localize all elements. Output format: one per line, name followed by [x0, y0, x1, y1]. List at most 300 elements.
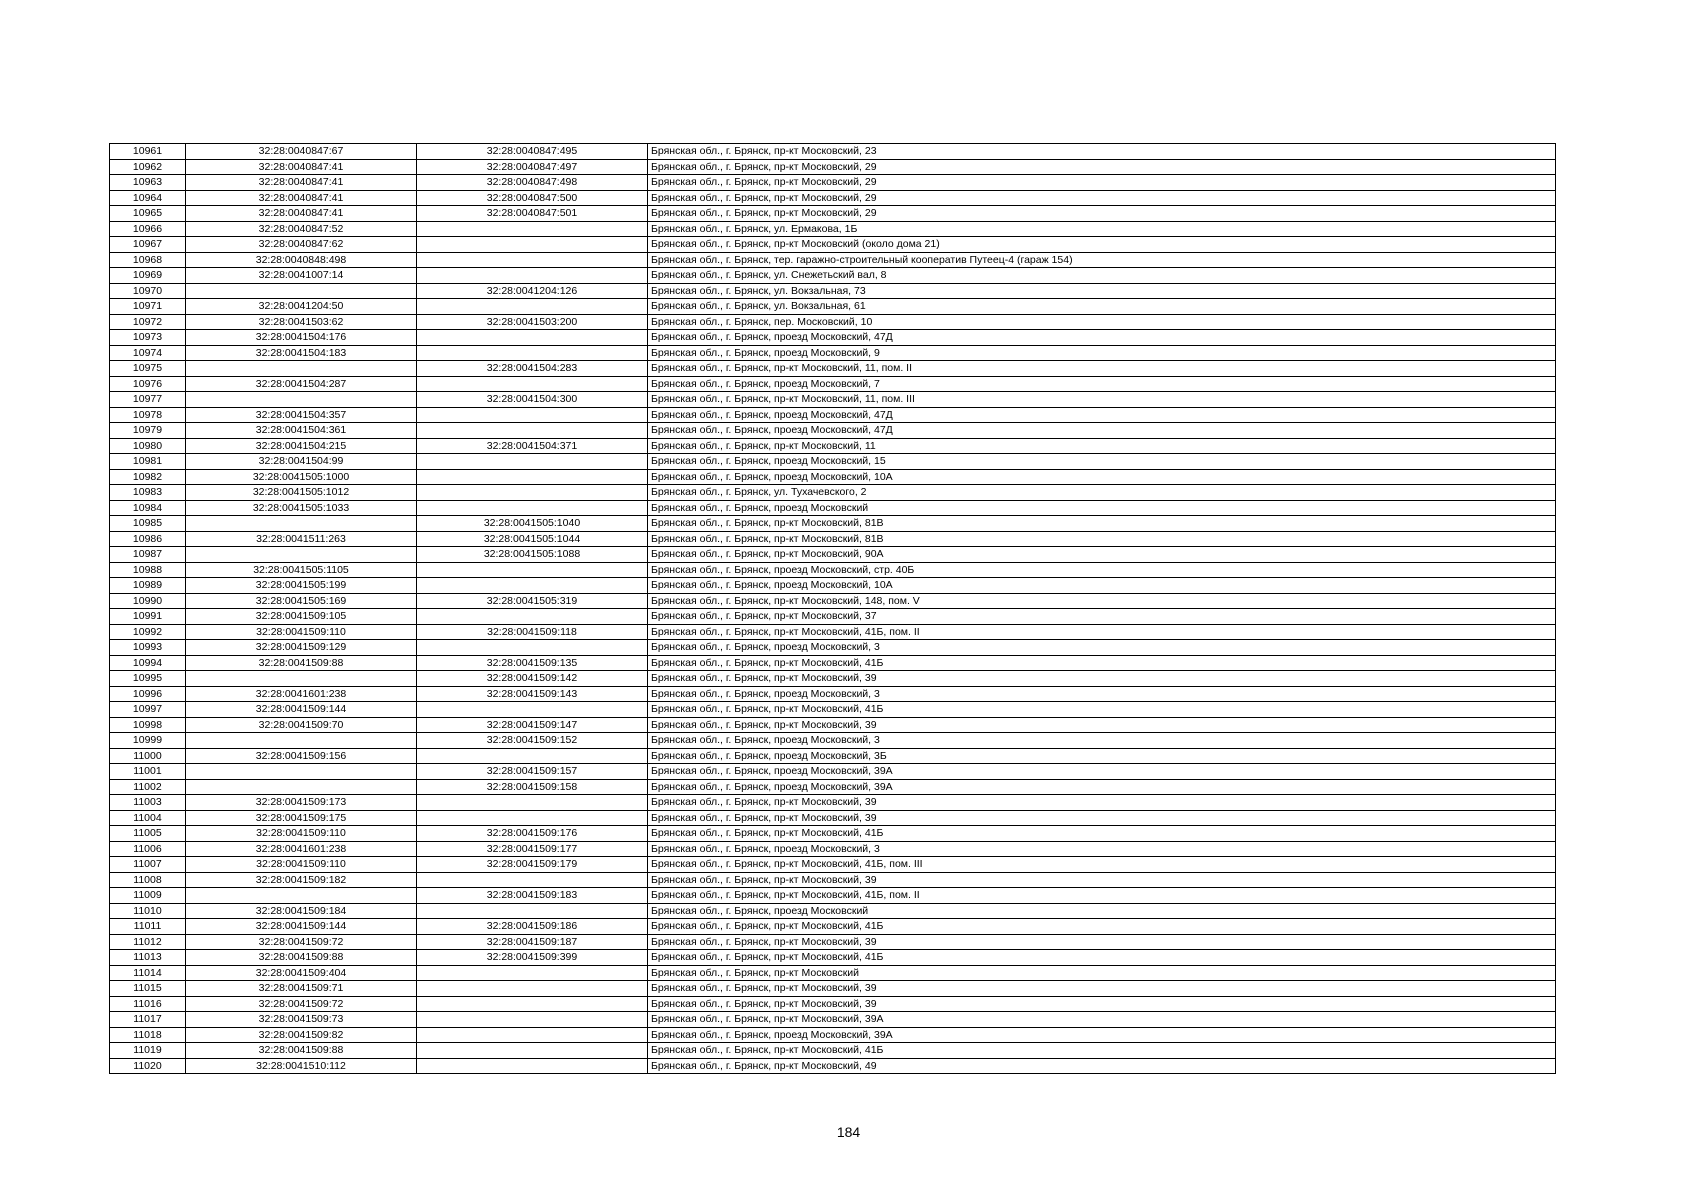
- address-cell: Брянская обл., г. Брянск, ул. Ермакова, 1Б: [648, 221, 1556, 237]
- parent-cadastral-number-cell: 32:28:0041601:238: [186, 686, 417, 702]
- cadastral-number-cell: 32:28:0041509:177: [417, 841, 648, 857]
- row-number-cell: 11000: [110, 748, 186, 764]
- address-cell: Брянская обл., г. Брянск, проезд Московский, 47Д: [648, 407, 1556, 423]
- row-number-cell: 11014: [110, 965, 186, 981]
- table-row: [110, 686, 1556, 702]
- address-cell: Брянская обл., г. Брянск, проезд Московский, 9: [648, 345, 1556, 361]
- parent-cadastral-number-cell: 32:28:0041509:110: [186, 624, 417, 640]
- cadastral-number-cell: 32:28:0041505:1044: [417, 531, 648, 547]
- parent-cadastral-number-cell: 32:28:0041509:71: [186, 981, 417, 997]
- address-cell: Брянская обл., г. Брянск, тер. гаражно-строительный кооператив Путеец-4 (гараж 154): [648, 252, 1556, 268]
- address-cell: Брянская обл., г. Брянск, пр-кт Московский: [648, 965, 1556, 981]
- row-number-cell: 11010: [110, 903, 186, 919]
- table-row: [110, 485, 1556, 501]
- table-row: [110, 841, 1556, 857]
- parent-cadastral-number-cell: 32:28:0040847:67: [186, 144, 417, 160]
- address-cell: Брянская обл., г. Брянск, проезд Московский, 10А: [648, 469, 1556, 485]
- cadastral-number-cell: [417, 640, 648, 656]
- cadastral-number-cell: [417, 810, 648, 826]
- address-cell: Брянская обл., г. Брянск, пр-кт Московский, 29: [648, 175, 1556, 191]
- row-number-cell: 11012: [110, 934, 186, 950]
- table-row: [110, 516, 1556, 532]
- address-cell: Брянская обл., г. Брянск, проезд Московский, стр. 40Б: [648, 562, 1556, 578]
- cadastral-number-cell: 32:28:0041509:183: [417, 888, 648, 904]
- parent-cadastral-number-cell: 32:28:0041509:70: [186, 717, 417, 733]
- address-cell: Брянская обл., г. Брянск, проезд Московский, 47Д: [648, 423, 1556, 439]
- parent-cadastral-number-cell: 32:28:0040847:41: [186, 159, 417, 175]
- row-number-cell: 10967: [110, 237, 186, 253]
- address-cell: Брянская обл., г. Брянск, ул. Вокзальная, 61: [648, 299, 1556, 315]
- cadastral-number-cell: 32:28:0041509:158: [417, 779, 648, 795]
- parent-cadastral-number-cell: 32:28:0040847:52: [186, 221, 417, 237]
- table-row: [110, 1058, 1556, 1074]
- row-number-cell: 11015: [110, 981, 186, 997]
- table-row: [110, 268, 1556, 284]
- row-number-cell: 11020: [110, 1058, 186, 1074]
- parent-cadastral-number-cell: 32:28:0041509:88: [186, 1043, 417, 1059]
- table-row: [110, 640, 1556, 656]
- cadastral-number-cell: 32:28:0041503:200: [417, 314, 648, 330]
- address-cell: Брянская обл., г. Брянск, проезд Московский, 39А: [648, 779, 1556, 795]
- parent-cadastral-number-cell: 32:28:0041204:50: [186, 299, 417, 315]
- table-row: [110, 500, 1556, 516]
- table-row: [110, 655, 1556, 671]
- address-cell: Брянская обл., г. Брянск, проезд Московский, 3: [648, 733, 1556, 749]
- cadastral-number-cell: [417, 578, 648, 594]
- parent-cadastral-number-cell: 32:28:0041509:175: [186, 810, 417, 826]
- row-number-cell: 10965: [110, 206, 186, 222]
- address-cell: Брянская обл., г. Брянск, пр-кт Московский, 39: [648, 872, 1556, 888]
- parent-cadastral-number-cell: 32:28:0040847:41: [186, 206, 417, 222]
- address-cell: Брянская обл., г. Брянск, пр-кт Московский, 41Б: [648, 702, 1556, 718]
- table-row: [110, 159, 1556, 175]
- address-cell: Брянская обл., г. Брянск, пр-кт Московский, 39: [648, 996, 1556, 1012]
- address-cell: Брянская обл., г. Брянск, проезд Московский, 3: [648, 686, 1556, 702]
- cadastral-number-cell: [417, 407, 648, 423]
- table-row: [110, 221, 1556, 237]
- row-number-cell: 11018: [110, 1027, 186, 1043]
- registry-table-body: [110, 144, 1556, 1074]
- parent-cadastral-number-cell: 32:28:0040847:62: [186, 237, 417, 253]
- row-number-cell: 10964: [110, 190, 186, 206]
- table-row: [110, 826, 1556, 842]
- address-cell: Брянская обл., г. Брянск, проезд Московский: [648, 500, 1556, 516]
- table-row: [110, 376, 1556, 392]
- cadastral-number-cell: [417, 965, 648, 981]
- row-number-cell: 10976: [110, 376, 186, 392]
- parent-cadastral-number-cell: 32:28:0041509:82: [186, 1027, 417, 1043]
- row-number-cell: 10971: [110, 299, 186, 315]
- address-cell: Брянская обл., г. Брянск, пр-кт Московский, 41Б, пом. III: [648, 857, 1556, 873]
- address-cell: Брянская обл., г. Брянск, пр-кт Московский, 148, пом. V: [648, 593, 1556, 609]
- row-number-cell: 10993: [110, 640, 186, 656]
- row-number-cell: 10978: [110, 407, 186, 423]
- address-cell: Брянская обл., г. Брянск, пр-кт Московский, 39: [648, 795, 1556, 811]
- table-row: [110, 144, 1556, 160]
- row-number-cell: 11017: [110, 1012, 186, 1028]
- table-row: [110, 609, 1556, 625]
- row-number-cell: 10966: [110, 221, 186, 237]
- parent-cadastral-number-cell: [186, 283, 417, 299]
- parent-cadastral-number-cell: [186, 888, 417, 904]
- address-cell: Брянская обл., г. Брянск, пр-кт Московский, 29: [648, 206, 1556, 222]
- parent-cadastral-number-cell: 32:28:0041509:105: [186, 609, 417, 625]
- cadastral-number-cell: 32:28:0041509:152: [417, 733, 648, 749]
- table-row: [110, 624, 1556, 640]
- address-cell: Брянская обл., г. Брянск, пр-кт Московский, 39А: [648, 1012, 1556, 1028]
- address-cell: Брянская обл., г. Брянск, проезд Московский, 7: [648, 376, 1556, 392]
- parent-cadastral-number-cell: 32:28:0041504:99: [186, 454, 417, 470]
- row-number-cell: 10979: [110, 423, 186, 439]
- table-row: [110, 996, 1556, 1012]
- table-row: [110, 857, 1556, 873]
- parent-cadastral-number-cell: 32:28:0041504:176: [186, 330, 417, 346]
- cadastral-number-cell: 32:28:0040847:501: [417, 206, 648, 222]
- address-cell: Брянская обл., г. Брянск, пр-кт Московский, 39: [648, 934, 1556, 950]
- cadastral-number-cell: [417, 795, 648, 811]
- parent-cadastral-number-cell: [186, 547, 417, 563]
- parent-cadastral-number-cell: 32:28:0041505:169: [186, 593, 417, 609]
- table-row: [110, 299, 1556, 315]
- row-number-cell: 10999: [110, 733, 186, 749]
- cadastral-number-cell: 32:28:0041509:135: [417, 655, 648, 671]
- cadastral-number-cell: [417, 221, 648, 237]
- parent-cadastral-number-cell: 32:28:0041504:215: [186, 438, 417, 454]
- row-number-cell: 10984: [110, 500, 186, 516]
- parent-cadastral-number-cell: 32:28:0041509:156: [186, 748, 417, 764]
- table-row: [110, 903, 1556, 919]
- address-cell: Брянская обл., г. Брянск, пр-кт Московский, 49: [648, 1058, 1556, 1074]
- cadastral-number-cell: 32:28:0041509:118: [417, 624, 648, 640]
- cadastral-number-cell: [417, 1043, 648, 1059]
- row-number-cell: 10998: [110, 717, 186, 733]
- table-row: [110, 345, 1556, 361]
- parent-cadastral-number-cell: [186, 392, 417, 408]
- cadastral-number-cell: 32:28:0041509:186: [417, 919, 648, 935]
- cadastral-number-cell: [417, 609, 648, 625]
- row-number-cell: 11013: [110, 950, 186, 966]
- address-cell: Брянская обл., г. Брянск, проезд Московский: [648, 903, 1556, 919]
- table-row: [110, 469, 1556, 485]
- row-number-cell: 10995: [110, 671, 186, 687]
- table-row: [110, 779, 1556, 795]
- address-cell: Брянская обл., г. Брянск, проезд Московский, 10А: [648, 578, 1556, 594]
- table-row: [110, 764, 1556, 780]
- table-row: [110, 810, 1556, 826]
- parent-cadastral-number-cell: 32:28:0041505:1000: [186, 469, 417, 485]
- table-row: [110, 671, 1556, 687]
- cadastral-number-cell: 32:28:0041509:187: [417, 934, 648, 950]
- cadastral-number-cell: 32:28:0041509:142: [417, 671, 648, 687]
- row-number-cell: 10981: [110, 454, 186, 470]
- parent-cadastral-number-cell: 32:28:0041505:1012: [186, 485, 417, 501]
- cadastral-number-cell: [417, 376, 648, 392]
- row-number-cell: 10982: [110, 469, 186, 485]
- cadastral-number-cell: [417, 423, 648, 439]
- page-number: 184: [836, 1124, 861, 1140]
- row-number-cell: 10997: [110, 702, 186, 718]
- table-row: [110, 438, 1556, 454]
- cadastral-number-cell: [417, 996, 648, 1012]
- address-cell: Брянская обл., г. Брянск, пр-кт Московский, 11: [648, 438, 1556, 454]
- parent-cadastral-number-cell: 32:28:0041509:173: [186, 795, 417, 811]
- cadastral-number-cell: 32:28:0040847:495: [417, 144, 648, 160]
- cadastral-number-cell: [417, 702, 648, 718]
- table-row: [110, 392, 1556, 408]
- table-row: [110, 175, 1556, 191]
- table-row: [110, 795, 1556, 811]
- address-cell: Брянская обл., г. Брянск, пр-кт Московский (около дома 21): [648, 237, 1556, 253]
- cadastral-number-cell: 32:28:0041509:143: [417, 686, 648, 702]
- row-number-cell: 10989: [110, 578, 186, 594]
- row-number-cell: 10994: [110, 655, 186, 671]
- cadastral-number-cell: [417, 485, 648, 501]
- parent-cadastral-number-cell: 32:28:0041505:1105: [186, 562, 417, 578]
- address-cell: Брянская обл., г. Брянск, пр-кт Московский, 37: [648, 609, 1556, 625]
- address-cell: Брянская обл., г. Брянск, проезд Московский, 3Б: [648, 748, 1556, 764]
- address-cell: Брянская обл., г. Брянск, пер. Московский, 10: [648, 314, 1556, 330]
- cadastral-number-cell: 32:28:0041505:319: [417, 593, 648, 609]
- parent-cadastral-number-cell: 32:28:0041509:404: [186, 965, 417, 981]
- address-cell: Брянская обл., г. Брянск, проезд Московский, 3: [648, 640, 1556, 656]
- parent-cadastral-number-cell: 32:28:0041505:199: [186, 578, 417, 594]
- cadastral-number-cell: 32:28:0040847:498: [417, 175, 648, 191]
- cadastral-number-cell: 32:28:0041504:300: [417, 392, 648, 408]
- table-row: [110, 190, 1556, 206]
- table-row: [110, 423, 1556, 439]
- address-cell: Брянская обл., г. Брянск, пр-кт Московский, 39: [648, 981, 1556, 997]
- parent-cadastral-number-cell: 32:28:0040847:41: [186, 175, 417, 191]
- address-cell: Брянская обл., г. Брянск, пр-кт Московский, 81В: [648, 516, 1556, 532]
- table-row: [110, 407, 1556, 423]
- table-row: [110, 283, 1556, 299]
- parent-cadastral-number-cell: 32:28:0041007:14: [186, 268, 417, 284]
- cadastral-number-cell: [417, 268, 648, 284]
- row-number-cell: 10985: [110, 516, 186, 532]
- table-row: [110, 206, 1556, 222]
- address-cell: Брянская обл., г. Брянск, пр-кт Московский, 41Б, пом. II: [648, 624, 1556, 640]
- address-cell: Брянская обл., г. Брянск, ул. Вокзальная, 73: [648, 283, 1556, 299]
- table-row: [110, 934, 1556, 950]
- table-row: [110, 593, 1556, 609]
- cadastral-number-cell: [417, 500, 648, 516]
- parent-cadastral-number-cell: [186, 779, 417, 795]
- parent-cadastral-number-cell: 32:28:0041504:361: [186, 423, 417, 439]
- address-cell: Брянская обл., г. Брянск, проезд Московский, 47Д: [648, 330, 1556, 346]
- parent-cadastral-number-cell: 32:28:0041504:357: [186, 407, 417, 423]
- table-row: [110, 950, 1556, 966]
- cadastral-number-cell: [417, 252, 648, 268]
- cadastral-number-cell: 32:28:0041509:176: [417, 826, 648, 842]
- table-row: [110, 330, 1556, 346]
- address-cell: Брянская обл., г. Брянск, ул. Тухачевского, 2: [648, 485, 1556, 501]
- address-cell: Брянская обл., г. Брянск, пр-кт Московский, 41Б: [648, 826, 1556, 842]
- parent-cadastral-number-cell: [186, 764, 417, 780]
- row-number-cell: 10962: [110, 159, 186, 175]
- cadastral-number-cell: 32:28:0041504:283: [417, 361, 648, 377]
- row-number-cell: 11006: [110, 841, 186, 857]
- cadastral-number-cell: 32:28:0041509:157: [417, 764, 648, 780]
- parent-cadastral-number-cell: 32:28:0041509:129: [186, 640, 417, 656]
- address-cell: Брянская обл., г. Брянск, проезд Московский, 39А: [648, 764, 1556, 780]
- parent-cadastral-number-cell: 32:28:0041509:184: [186, 903, 417, 919]
- address-cell: Брянская обл., г. Брянск, ул. Снежетьский вал, 8: [648, 268, 1556, 284]
- table-row: [110, 748, 1556, 764]
- address-cell: Брянская обл., г. Брянск, пр-кт Московский, 41Б: [648, 950, 1556, 966]
- cadastral-number-cell: [417, 345, 648, 361]
- cadastral-number-cell: 32:28:0041509:179: [417, 857, 648, 873]
- parent-cadastral-number-cell: 32:28:0041504:183: [186, 345, 417, 361]
- table-row: [110, 888, 1556, 904]
- cadastral-number-cell: 32:28:0040847:500: [417, 190, 648, 206]
- table-row: [110, 547, 1556, 563]
- row-number-cell: 10969: [110, 268, 186, 284]
- address-cell: Брянская обл., г. Брянск, пр-кт Московский, 29: [648, 190, 1556, 206]
- row-number-cell: 10963: [110, 175, 186, 191]
- address-cell: Брянская обл., г. Брянск, пр-кт Московский, 81В: [648, 531, 1556, 547]
- row-number-cell: 10990: [110, 593, 186, 609]
- parent-cadastral-number-cell: [186, 516, 417, 532]
- cadastral-number-cell: [417, 330, 648, 346]
- table-row: [110, 314, 1556, 330]
- table-row: [110, 872, 1556, 888]
- parent-cadastral-number-cell: 32:28:0041509:88: [186, 950, 417, 966]
- row-number-cell: 10973: [110, 330, 186, 346]
- row-number-cell: 10970: [110, 283, 186, 299]
- cadastral-registry-table: [109, 143, 1556, 1074]
- row-number-cell: 10972: [110, 314, 186, 330]
- row-number-cell: 11009: [110, 888, 186, 904]
- row-number-cell: 11011: [110, 919, 186, 935]
- table-row: [110, 1027, 1556, 1043]
- parent-cadastral-number-cell: 32:28:0041511:263: [186, 531, 417, 547]
- parent-cadastral-number-cell: 32:28:0041509:144: [186, 919, 417, 935]
- parent-cadastral-number-cell: 32:28:0041509:72: [186, 934, 417, 950]
- cadastral-number-cell: 32:28:0041505:1088: [417, 547, 648, 563]
- cadastral-number-cell: [417, 872, 648, 888]
- cadastral-number-cell: [417, 562, 648, 578]
- parent-cadastral-number-cell: 32:28:0041509:88: [186, 655, 417, 671]
- cadastral-number-cell: 32:28:0040847:497: [417, 159, 648, 175]
- cadastral-number-cell: 32:28:0041509:147: [417, 717, 648, 733]
- parent-cadastral-number-cell: [186, 733, 417, 749]
- cadastral-number-cell: 32:28:0041204:126: [417, 283, 648, 299]
- row-number-cell: 11008: [110, 872, 186, 888]
- row-number-cell: 10975: [110, 361, 186, 377]
- parent-cadastral-number-cell: 32:28:0041505:1033: [186, 500, 417, 516]
- table-row: [110, 717, 1556, 733]
- row-number-cell: 10991: [110, 609, 186, 625]
- table-row: [110, 1043, 1556, 1059]
- address-cell: Брянская обл., г. Брянск, пр-кт Московский, 39: [648, 671, 1556, 687]
- cadastral-number-cell: [417, 1012, 648, 1028]
- table-row: [110, 361, 1556, 377]
- cadastral-number-cell: [417, 981, 648, 997]
- row-number-cell: 11001: [110, 764, 186, 780]
- table-row: [110, 578, 1556, 594]
- row-number-cell: 10961: [110, 144, 186, 160]
- table-row: [110, 981, 1556, 997]
- address-cell: Брянская обл., г. Брянск, проезд Московский, 39А: [648, 1027, 1556, 1043]
- row-number-cell: 11019: [110, 1043, 186, 1059]
- cadastral-number-cell: [417, 454, 648, 470]
- row-number-cell: 11007: [110, 857, 186, 873]
- table-row: [110, 919, 1556, 935]
- address-cell: Брянская обл., г. Брянск, пр-кт Московский, 11, пом. II: [648, 361, 1556, 377]
- row-number-cell: 10974: [110, 345, 186, 361]
- parent-cadastral-number-cell: 32:28:0041509:110: [186, 857, 417, 873]
- parent-cadastral-number-cell: 32:28:0041601:238: [186, 841, 417, 857]
- parent-cadastral-number-cell: [186, 361, 417, 377]
- parent-cadastral-number-cell: 32:28:0040847:41: [186, 190, 417, 206]
- address-cell: Брянская обл., г. Брянск, пр-кт Московский, 29: [648, 159, 1556, 175]
- cadastral-number-cell: [417, 1027, 648, 1043]
- row-number-cell: 10977: [110, 392, 186, 408]
- row-number-cell: 10986: [110, 531, 186, 547]
- row-number-cell: 11016: [110, 996, 186, 1012]
- cadastral-number-cell: 32:28:0041505:1040: [417, 516, 648, 532]
- row-number-cell: 10983: [110, 485, 186, 501]
- cadastral-number-cell: [417, 748, 648, 764]
- cadastral-number-cell: [417, 299, 648, 315]
- address-cell: Брянская обл., г. Брянск, пр-кт Московский, 90А: [648, 547, 1556, 563]
- row-number-cell: 10980: [110, 438, 186, 454]
- address-cell: Брянская обл., г. Брянск, пр-кт Московский, 23: [648, 144, 1556, 160]
- table-row: [110, 562, 1556, 578]
- address-cell: Брянская обл., г. Брянск, пр-кт Московский, 11, пом. III: [648, 392, 1556, 408]
- cadastral-number-cell: [417, 237, 648, 253]
- row-number-cell: 10968: [110, 252, 186, 268]
- row-number-cell: 11002: [110, 779, 186, 795]
- parent-cadastral-number-cell: 32:28:0041510:112: [186, 1058, 417, 1074]
- table-row: [110, 702, 1556, 718]
- table-row: [110, 454, 1556, 470]
- address-cell: Брянская обл., г. Брянск, пр-кт Московский, 41Б: [648, 655, 1556, 671]
- row-number-cell: 10996: [110, 686, 186, 702]
- address-cell: Брянская обл., г. Брянск, пр-кт Московский, 39: [648, 810, 1556, 826]
- table-row: [110, 733, 1556, 749]
- parent-cadastral-number-cell: 32:28:0041509:72: [186, 996, 417, 1012]
- row-number-cell: 11003: [110, 795, 186, 811]
- address-cell: Брянская обл., г. Брянск, проезд Московский, 15: [648, 454, 1556, 470]
- row-number-cell: 10987: [110, 547, 186, 563]
- table-row: [110, 531, 1556, 547]
- parent-cadastral-number-cell: [186, 671, 417, 687]
- address-cell: Брянская обл., г. Брянск, пр-кт Московский, 41Б, пом. II: [648, 888, 1556, 904]
- table-row: [110, 1012, 1556, 1028]
- address-cell: Брянская обл., г. Брянск, пр-кт Московский, 41Б: [648, 919, 1556, 935]
- parent-cadastral-number-cell: 32:28:0041503:62: [186, 314, 417, 330]
- table-row: [110, 237, 1556, 253]
- address-cell: Брянская обл., г. Брянск, пр-кт Московский, 41Б: [648, 1043, 1556, 1059]
- cadastral-number-cell: [417, 469, 648, 485]
- parent-cadastral-number-cell: 32:28:0041509:144: [186, 702, 417, 718]
- parent-cadastral-number-cell: 32:28:0041509:110: [186, 826, 417, 842]
- cadastral-number-cell: [417, 903, 648, 919]
- parent-cadastral-number-cell: 32:28:0041504:287: [186, 376, 417, 392]
- address-cell: Брянская обл., г. Брянск, пр-кт Московский, 39: [648, 717, 1556, 733]
- row-number-cell: 10992: [110, 624, 186, 640]
- cadastral-number-cell: 32:28:0041509:399: [417, 950, 648, 966]
- row-number-cell: 11005: [110, 826, 186, 842]
- address-cell: Брянская обл., г. Брянск, проезд Московский, 3: [648, 841, 1556, 857]
- row-number-cell: 10988: [110, 562, 186, 578]
- parent-cadastral-number-cell: 32:28:0041509:73: [186, 1012, 417, 1028]
- parent-cadastral-number-cell: 32:28:0040848:498: [186, 252, 417, 268]
- row-number-cell: 11004: [110, 810, 186, 826]
- parent-cadastral-number-cell: 32:28:0041509:182: [186, 872, 417, 888]
- table-row: [110, 965, 1556, 981]
